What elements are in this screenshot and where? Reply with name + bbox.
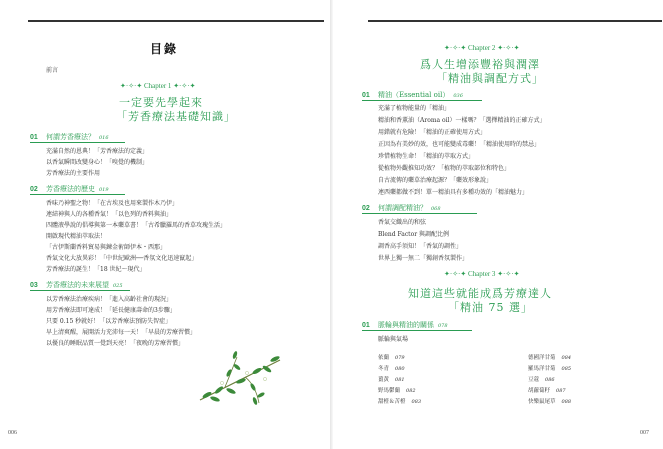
toc-item[interactable]: 脈輪與氣場 <box>378 336 409 343</box>
oil-entry[interactable]: 豆蔻 086 <box>528 377 555 383</box>
toc-item[interactable]: 連西藥都做不到！單一精油具有多種功效的「精油魅力」 <box>378 189 529 196</box>
leafy-branch-illustration <box>195 345 285 410</box>
toc-item[interactable]: 芳香療法的誕生！「18 世紀〜現代」 <box>46 266 146 273</box>
chapter-3-title-line-2: 「精油 75 選」 <box>448 301 533 314</box>
ornament-right-icon: ✦·✧·✦ <box>171 82 196 90</box>
toc-item[interactable]: 早上清爽醒，展開活力充沛每一天！「早晨的芳療習慣」 <box>46 329 197 336</box>
ornament-left-icon: ✦·✧·✦ <box>444 270 469 278</box>
toc-item[interactable]: 調香高手須知！「香氣的調性」 <box>378 243 463 250</box>
chapter-3-label: ✦·✧·✦ Chapter 3 ✦·✧·✦ <box>444 270 520 278</box>
section-2-underline <box>30 194 125 195</box>
section-1-heading[interactable]: 01 何謂芳香療法？ 016 <box>30 133 109 141</box>
section-underline <box>362 213 477 214</box>
toc-item[interactable]: 世界上獨一無二「獨創香氛製作」 <box>378 255 469 262</box>
ornament-right-icon: ✦·✧·✦ <box>495 270 520 278</box>
preface-entry[interactable]: 前言 <box>46 67 59 74</box>
chapter-3-section-1-heading[interactable]: 01 脈輪與精油的關係 078 <box>362 321 448 329</box>
left-page <box>0 0 331 449</box>
toc-item[interactable]: 芳香療法的主要作用 <box>46 170 101 177</box>
oil-entry[interactable]: 羅馬洋甘菊 085 <box>528 366 572 372</box>
toc-item[interactable]: 香氣交織出的和弦 <box>378 219 427 226</box>
toc-title: 目錄 <box>150 42 179 56</box>
toc-item[interactable]: 充滿自然的恩典！「芳香療法的定義」 <box>46 148 149 155</box>
section-1-underline <box>30 142 125 143</box>
oil-entry[interactable]: 德國洋甘菊 084 <box>528 355 572 361</box>
toc-item[interactable]: 珍惜植物生命！「精油的萃取方式」 <box>378 153 475 160</box>
chapter-2-title-line-1: 爲人生增添豐裕與潤澤 <box>420 58 540 71</box>
toc-item[interactable]: 四體液學說的倡導與第一本藥草書！「古希臘羅馬的香草攻瑰生活」 <box>46 222 227 229</box>
toc-item[interactable]: 精油和香薰油（Aroma oil）一樣嗎？「選擇精油的正確方式」 <box>378 117 546 124</box>
toc-item[interactable]: Blend Factor 與調配比例 <box>378 231 449 238</box>
ornament-left-icon: ✦·✧·✦ <box>120 82 145 90</box>
chapter-2-label: ✦·✧·✦ Chapter 2 ✦·✧·✦ <box>444 44 520 52</box>
chapter-2-section-2-heading[interactable]: 02 何謂調配精油？ 068 <box>362 204 441 212</box>
toc-item[interactable]: 用錯就有危險！「精油的正確使用方式」 <box>378 129 487 136</box>
oil-entry[interactable]: 冬青 080 <box>378 366 405 372</box>
section-underline <box>362 100 482 101</box>
page-number-left: 006 <box>8 430 17 436</box>
chapter-2-section-1-heading[interactable]: 01 精油（Essential oil） 036 <box>362 91 463 99</box>
oil-entry[interactable]: 野馬鬱蘭 082 <box>378 388 416 394</box>
toc-item[interactable]: 以優良的睡眠品質一覺到天亮！「夜晚的芳療習慣」 <box>46 340 185 347</box>
top-rule <box>28 20 324 22</box>
oil-entry[interactable]: 胡蘿蔔籽 087 <box>528 388 566 394</box>
toc-item[interactable]: 以芳香療法治療疾病！「進入高齡社會的現況」 <box>46 296 173 303</box>
ornament-right-icon: ✦·✧·✦ <box>495 44 520 52</box>
section-3-heading[interactable]: 03 芳香療法的未來展望 025 <box>30 281 123 289</box>
chapter-2-title-line-2: 「精油與調配方式」 <box>436 72 544 85</box>
toc-item[interactable]: 正因為有美妙的效，也可能變成毒藥！「精油使用時的禁忌」 <box>378 141 541 148</box>
toc-item[interactable]: 以香氣瞬間改變身心！「嗅覺的機制」 <box>46 159 149 166</box>
top-rule <box>368 20 662 22</box>
ornament-left-icon: ✦·✧·✦ <box>444 44 469 52</box>
toc-item[interactable]: 充滿了植物能量的「精油」 <box>378 105 451 112</box>
oil-entry[interactable]: 甜橙＆苦橙 083 <box>378 399 422 405</box>
chapter-3-title-line-1: 知道這些就能成爲芳療達人 <box>408 287 552 300</box>
page-number-right: 007 <box>640 430 649 436</box>
right-page <box>332 0 663 449</box>
toc-item[interactable]: 自古流傳的藥草治療起源？「藥效形象說」 <box>378 177 493 184</box>
toc-item[interactable]: 開啟現代精油萃取法！ <box>46 233 107 240</box>
toc-item[interactable]: 「古伊斯蘭香料貿易與鍊金術師伊本・西那」 <box>46 244 167 251</box>
chapter-1-title-line-2: 「芳香療法基礎知識」 <box>116 110 236 123</box>
oil-entry[interactable]: 薑黃 081 <box>378 377 405 383</box>
toc-item[interactable]: 連結神與人的各種香氣！「以色列的香料與油」 <box>46 211 173 218</box>
section-underline <box>362 330 472 331</box>
toc-item[interactable]: 香氣文化大放異彩！「中世紀歐洲──香氛文化迅速竄起」 <box>46 255 198 262</box>
section-3-underline <box>30 290 130 291</box>
toc-item[interactable]: 香味乃神聖之物！「在古埃及也用來製作木乃伊」 <box>46 200 179 207</box>
toc-item[interactable]: 用芳香療法即可達成！「延長健康壽命的3步驟」 <box>46 307 176 314</box>
chapter-1-title-line-1: 一定要先學起來 <box>119 96 203 109</box>
chapter-1-label: ✦·✧·✦ Chapter 1 ✦·✧·✦ <box>120 82 196 90</box>
oil-entry[interactable]: 依蘭 079 <box>378 355 405 361</box>
toc-item[interactable]: 從植物外觀推知功效？「植物的萃取部位和特色」 <box>378 165 511 172</box>
oil-entry[interactable]: 快樂鼠尾草 088 <box>528 399 572 405</box>
section-2-heading[interactable]: 02 芳香療法的歷史 019 <box>30 185 109 193</box>
toc-item[interactable]: 只要 0.15 秒就好！「以芳香療法預防失智症」 <box>46 318 172 325</box>
